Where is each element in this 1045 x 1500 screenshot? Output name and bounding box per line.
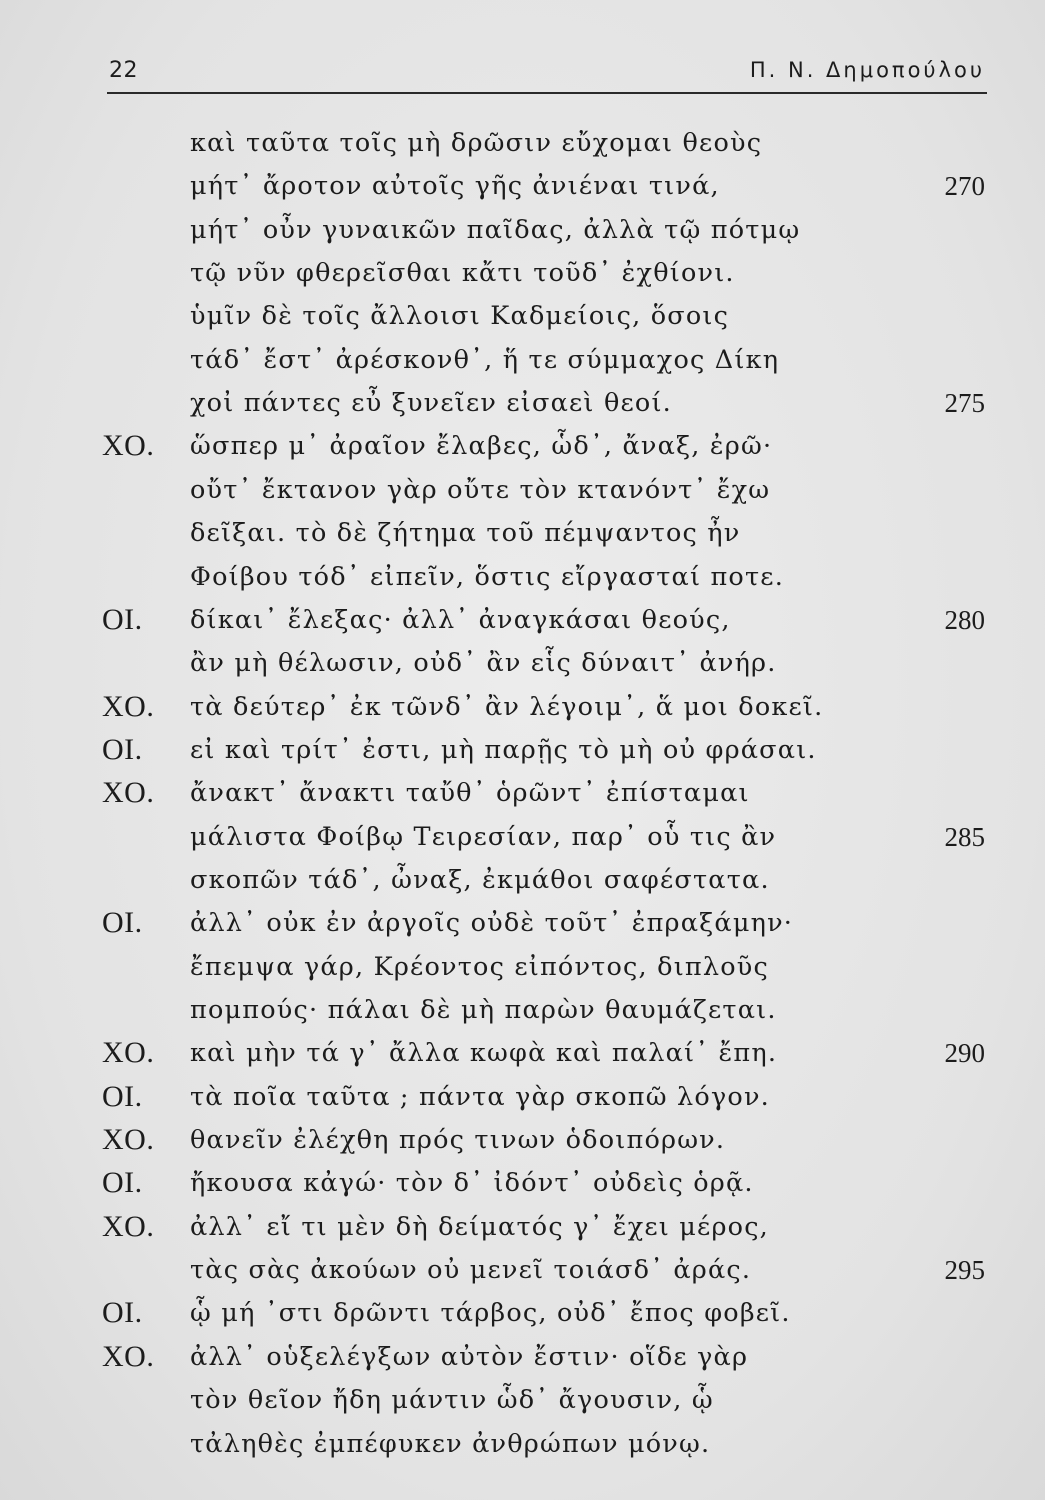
line-number: 275 <box>944 388 985 419</box>
verse-line <box>0 1035 1045 1071</box>
verse-text: ἔπεμψα γάρ, Κρέοντος εἰπόντος, διπλοῦς <box>190 951 769 982</box>
page-number: 22 <box>109 58 138 83</box>
verse-text: οὔτ᾽ ἔκτανον γὰρ οὔτε τὸν κτανόντ᾽ ἔχω <box>190 474 771 505</box>
verse-text: ἂν μὴ θέλωσιν, οὐδ᾽ ἂν εἷς δύναιτ᾽ ἀνήρ. <box>190 648 777 679</box>
running-head: Π. Ν. Δημοπούλου <box>749 58 985 82</box>
verse-line <box>0 905 1045 941</box>
verse-line <box>0 125 1045 161</box>
speaker-label: ΧΟ. <box>102 776 155 810</box>
verse-line <box>0 212 1045 248</box>
line-number: 270 <box>944 171 985 202</box>
verse-text: θανεῖν ἐλέχθη πρός τινων ὁδοιπόρων. <box>190 1125 726 1156</box>
speaker-label: ΧΟ. <box>102 1339 155 1373</box>
verse-line <box>0 862 1045 898</box>
speaker-label: ΟΙ. <box>102 1296 143 1330</box>
verse-text: ἀλλ᾽ εἴ τι μὲν δὴ δείματός γ᾽ ἔχει μέρος, <box>190 1211 769 1242</box>
verse-text: ἄνακτ᾽ ἄνακτι ταὔθ᾽ ὁρῶντ᾽ ἐπίσταμαι <box>190 778 750 809</box>
verse-text: ὑμῖν δὲ τοῖς ἄλλοισι Καδμείοις, ὅσοις <box>190 301 730 332</box>
verse-text: τὰ ποῖα ταῦτα ; πάντα γὰρ σκοπῶ λόγον. <box>190 1081 770 1112</box>
verse-text: τῷ νῦν φθερεῖσθαι κἄτι τοῦδ᾽ ἐχθίονι. <box>190 258 735 289</box>
verse-line <box>0 1079 1045 1115</box>
verse-line <box>0 689 1045 725</box>
verse-text: δίκαι᾽ ἔλεξας· ἀλλ᾽ ἀναγκάσαι θεούς, <box>190 604 731 635</box>
verse-text: τὸν θεῖον ἤδη μάντιν ὧδ᾽ ἄγουσιν, ᾧ <box>190 1385 714 1416</box>
verse-line <box>0 1165 1045 1201</box>
verse-line <box>0 1122 1045 1158</box>
speaker-label: ΟΙ. <box>102 1166 143 1200</box>
speaker-label: ΟΙ. <box>102 906 143 940</box>
verse-line <box>0 168 1045 204</box>
verse-line <box>0 1209 1045 1245</box>
verse-line <box>0 949 1045 985</box>
verse-line <box>0 559 1045 595</box>
verse-line <box>0 645 1045 681</box>
speaker-label: ΧΟ. <box>102 1123 155 1157</box>
line-number: 285 <box>944 821 985 852</box>
line-number: 290 <box>944 1038 985 1069</box>
speaker-label: ΧΟ. <box>102 429 155 463</box>
verse-text: ἤκουσα κἀγώ· τὸν δ᾽ ἰδόντ᾽ οὐδεὶς ὁρᾷ. <box>190 1168 754 1199</box>
verse-text: μήτ᾽ οὖν γυναικῶν παῖδας, ἀλλὰ τῷ πότμῳ <box>190 214 801 245</box>
verse-text: Φοίβου τόδ᾽ εἰπεῖν, ὅστις εἴργασταί ποτε. <box>190 561 785 592</box>
verse-text: μάλιστα Φοίβῳ Τειρεσίαν, παρ᾽ οὗ τις ἂν <box>190 821 777 852</box>
verse-line <box>0 1252 1045 1288</box>
verse-line <box>0 1426 1045 1462</box>
verse-text: ᾧ μή ᾽στι δρῶντι τάρβος, οὐδ᾽ ἔπος φοβεῖ. <box>190 1298 791 1329</box>
verse-text: ἀλλ᾽ οὑξελέγξων αὐτὸν ἔστιν· οἵδε γὰρ <box>190 1341 749 1372</box>
verse-line <box>0 1339 1045 1375</box>
speaker-label: ΟΙ. <box>102 602 143 636</box>
verse-text: χοἰ πάντες εὖ ξυνεῖεν εἰσαεὶ θεοί. <box>190 388 672 419</box>
verse-line <box>0 1295 1045 1331</box>
verse-line <box>0 602 1045 638</box>
verse-text: πομπούς· πάλαι δὲ μὴ παρὼν θαυμάζεται. <box>190 995 777 1025</box>
verse-line <box>0 342 1045 378</box>
verse-text: ἀλλ᾽ οὐκ ἐν ἀργοῖς οὐδὲ τοῦτ᾽ ἐπραξάμην· <box>190 908 794 939</box>
line-number: 280 <box>944 604 985 635</box>
verse-text: σκοπῶν τάδ᾽, ὦναξ, ἐκμάθοι σαφέστατα. <box>190 864 770 895</box>
verse-line <box>0 472 1045 508</box>
verse-text: καὶ μὴν τά γ᾽ ἄλλα κωφὰ καὶ παλαί᾽ ἔπη. <box>190 1038 778 1069</box>
verse-text: καὶ ταῦτα τοῖς μὴ δρῶσιν εὔχομαι θεοὺς <box>190 128 763 158</box>
verse-text: τὰ δεύτερ᾽ ἐκ τῶνδ᾽ ἂν λέγοιμ᾽, ἅ μοι δοκεῖ. <box>190 691 824 722</box>
verse-text: τὰς σὰς ἀκούων οὐ μενεῖ τοιάσδ᾽ ἀράς. <box>190 1255 752 1286</box>
verse-line <box>0 515 1045 551</box>
verse-text: δεῖξαι. τὸ δὲ ζήτημα τοῦ πέμψαντος ἦν <box>190 518 741 549</box>
verse-line <box>0 255 1045 291</box>
verse-line <box>0 298 1045 334</box>
speaker-label: ΧΟ. <box>102 689 155 723</box>
verse-text: εἰ καὶ τρίτ᾽ ἐστι, μὴ παρῇς τὸ μὴ οὐ φράσαι. <box>190 734 817 765</box>
verse-line <box>0 732 1045 768</box>
speaker-label: ΟΙ. <box>102 1079 143 1113</box>
speaker-label: ΧΟ. <box>102 1036 155 1070</box>
verse-line <box>0 1382 1045 1418</box>
verse-text: τἀληθὲς ἐμπέφυκεν ἀνθρώπων μόνῳ. <box>190 1428 711 1459</box>
verse-line <box>0 819 1045 855</box>
verse-text: τάδ᾽ ἔστ᾽ ἀρέσκονθ᾽, ἥ τε σύμμαχος Δίκη <box>190 344 780 375</box>
verse-text: μήτ᾽ ἄροτον αὐτοῖς γῆς ἀνιέναι τινά, <box>190 171 720 202</box>
line-number: 295 <box>944 1255 985 1286</box>
speaker-label: ΧΟ. <box>102 1209 155 1243</box>
verse-line <box>0 385 1045 421</box>
verse-text: ὥσπερ μ᾽ ἀραῖον ἔλαβες, ὧδ᾽, ἄναξ, ἐρῶ· <box>190 431 773 462</box>
speaker-label: ΟΙ. <box>102 732 143 766</box>
verse-line <box>0 775 1045 811</box>
verse-line <box>0 428 1045 464</box>
verse-line <box>0 992 1045 1028</box>
